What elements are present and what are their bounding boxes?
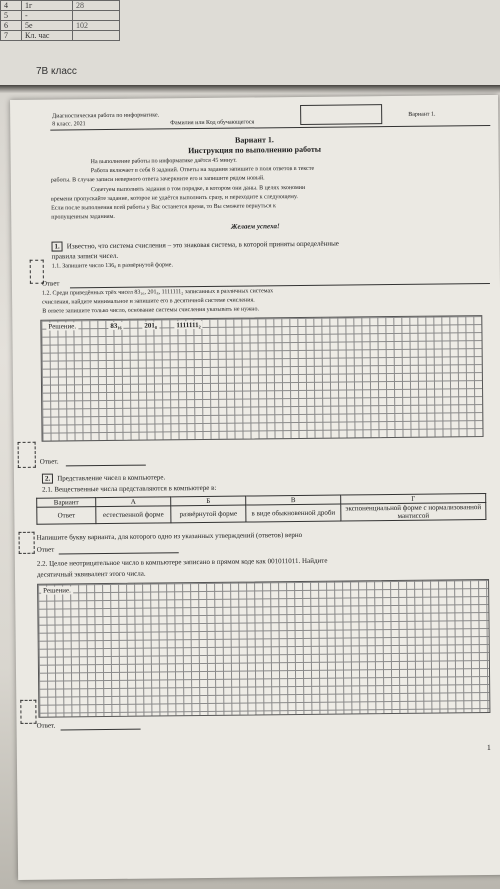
test-paper — [10, 95, 500, 880]
table-row: Вариант А Б В Г — [37, 494, 486, 508]
work-title: Диагностическая работа по информатике. — [52, 112, 160, 120]
task2-q2: десятичный эквивалент этого числа. — [36, 569, 146, 579]
task-number: 2. — [42, 474, 53, 484]
variant-header: Вариант 1. — [408, 111, 436, 118]
variant-title: Вариант 1. — [234, 135, 274, 145]
task1-q2: В ответе запишите только число, основание системы счисления указывать не нужно. — [42, 306, 260, 315]
score-box[interactable] — [19, 532, 35, 554]
table-row: Ответ естественной форме развёрнутой форме в виде обыкновенной дроби экспоненциальной форме с нормализованной мантиссой — [37, 503, 486, 525]
task2-title: 2. Представление чисел в компьютере. — [42, 472, 165, 483]
options-table — [36, 493, 486, 525]
task1-q2: счисления, найдите минимальное и запишите его в десятичной системе счисления. — [42, 297, 255, 306]
instruction-line: работы. В случае записи неверного ответа зачеркните его и запишите рядом новый. — [50, 175, 265, 184]
answer-label: Ответ. — [39, 457, 59, 466]
task2-q2: 2.2. Целое неотрицательное число в компьютере записано в прямом коде как 001011011. Найдите — [36, 556, 328, 568]
number-1111111: 1111111₂ — [176, 321, 201, 330]
table-row: 6 5е 102 — [1, 21, 120, 31]
header-divider — [50, 125, 490, 131]
task1-q1: 1.1. Запишите число 136₈ в развёрнутой форме. — [51, 262, 173, 270]
solution-label: Решение. — [43, 586, 71, 595]
score-box[interactable] — [18, 442, 36, 468]
answer-label: Ответ — [36, 545, 55, 554]
number-83: 83₁₆ — [110, 321, 122, 330]
table-row: 7 Кл. час — [1, 31, 120, 41]
task1-intro: 1. Известно, что система счисления – это знаковая система, в которой приняты определённые — [51, 239, 338, 252]
task1-q2: 1.2. Среди приведённых трёх чисел 83₁₆, 201₈, 1111111₂ записанных в различных системах — [41, 288, 274, 297]
task-number: 1. — [51, 241, 62, 251]
answer-label: Ответ — [41, 279, 60, 288]
grade-label: 7В класс — [36, 66, 77, 77]
instruction-line: пропущенным заданиям. — [51, 213, 115, 221]
answer-line[interactable] — [70, 283, 490, 288]
instruction-line: Советуем выполнять задания в том порядке, в котором они даны. В целях экономии — [90, 184, 306, 194]
page-number: 1 — [486, 743, 491, 753]
score-box[interactable] — [20, 700, 36, 724]
answer-label: Ответ. — [36, 721, 56, 730]
instruction-line: времени пропускайте задание, которое не удаётся выполнить сразу, и переходите к следующему. — [51, 193, 298, 203]
task1-intro-2: правила записи чисел. — [51, 251, 119, 261]
task2-q1: 2.1. Вещественные числа представляются в компьютере в: — [42, 483, 217, 494]
name-field[interactable] — [300, 104, 382, 125]
task2-instr: Напишите букву варианта, для которого одно из указанных утверждений (ответов) верно — [36, 530, 303, 542]
table-row: 5 - — [1, 11, 120, 21]
instruction-title: Инструкция по выполнению работы — [187, 144, 322, 156]
schedule-table — [0, 0, 120, 41]
name-label: Фамилия или Код обучающегося — [170, 119, 255, 127]
wish-text: Желаем успеха! — [230, 222, 280, 231]
background-sheet — [0, 0, 500, 85]
solution-label: Решение. — [48, 322, 77, 331]
table-row: 4 1г 28 — [1, 1, 120, 11]
answer-line[interactable] — [66, 465, 146, 467]
number-201: 201₈ — [144, 321, 158, 330]
solution-grid[interactable] — [37, 579, 490, 718]
instruction-line: Если после выполнения всей работы у Вас останется время, то Вы сможете вернуться к — [51, 203, 276, 212]
instruction-line: Работа включает в себя 8 заданий. Ответы на задания запишите в поля ответов в тексте — [90, 165, 315, 175]
answer-line[interactable] — [59, 552, 179, 554]
solution-grid[interactable] — [40, 315, 483, 442]
grade-year: 8 класс. 2021 — [52, 121, 86, 128]
instruction-line: На выполнение работы по информатике даётся 45 минут. — [90, 157, 237, 166]
answer-line[interactable] — [61, 729, 141, 731]
